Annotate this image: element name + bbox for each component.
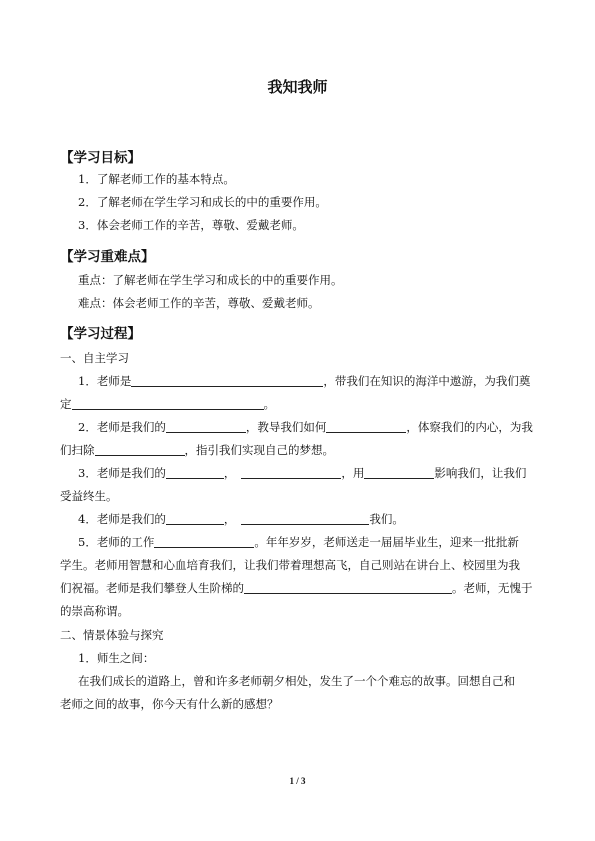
question-2-line-2 — [60, 443, 334, 457]
keypoint-difficulty: 难点：体会老师工作的辛苦，尊敬、爱戴老师。 — [78, 296, 320, 310]
question-text: 们扫除 — [60, 443, 95, 457]
part2-heading: 二、情景体验与探究 — [60, 628, 164, 642]
question-5-line-1 — [78, 535, 519, 549]
question-2-line-1 — [78, 420, 533, 434]
fill-blank[interactable] — [72, 398, 264, 410]
question-text: ，教导我们如何 — [245, 420, 327, 434]
fill-blank[interactable] — [95, 444, 185, 456]
question-text: 我们。 — [369, 512, 404, 526]
goal-item: 1．了解老师工作的基本特点。 — [78, 172, 235, 186]
fill-blank[interactable] — [166, 467, 224, 479]
page-number: 1 / 3 — [289, 776, 306, 786]
question-text: 2．老师是我们的 — [78, 420, 166, 434]
question-text: 们祝福。老师是我们攀登人生阶梯的 — [60, 581, 244, 595]
page-title: 我知我师 — [267, 78, 328, 96]
question-text: 5．老师的工作 — [78, 535, 155, 549]
question-text: 。 — [263, 397, 275, 411]
fill-blank[interactable] — [241, 513, 369, 525]
question-text: ， — [223, 466, 236, 480]
question-text: ，体察我们的内心，为我 — [406, 420, 533, 434]
question-text: 3．老师是我们的 — [78, 466, 166, 480]
fill-blank[interactable] — [166, 513, 224, 525]
part1-heading: 一、自主学习 — [60, 351, 129, 365]
question-text: 4．老师是我们的 — [78, 512, 166, 526]
question-text: ，指引我们实现自己的梦想。 — [184, 443, 334, 457]
question-text: ，带我们在知识的海洋中遨游，为我们奠 — [323, 374, 531, 388]
goal-item: 2．了解老师在学生学习和成长的中的重要作用。 — [78, 195, 327, 209]
fill-blank[interactable] — [326, 421, 406, 433]
question-5-line-3 — [60, 581, 533, 595]
question-3-line-2: 受益终生。 — [60, 489, 118, 503]
question-3-line-1 — [78, 466, 526, 480]
section-heading-process: 【学习过程】 — [60, 326, 141, 342]
question-text: 1．老师是 — [78, 374, 132, 388]
question-1-line-2 — [60, 397, 275, 411]
fill-blank[interactable] — [364, 467, 434, 479]
part2-paragraph-line-2: 老师之间的故事，你今天有什么新的感想？ — [60, 697, 279, 711]
fill-blank[interactable] — [166, 421, 246, 433]
part2-paragraph-line-1: 在我们成长的道路上，曾和许多老师朝夕相处，发生了一个个难忘的故事。回想自己和 — [78, 674, 515, 688]
part2-subheading: 1．师生之间： — [78, 651, 155, 665]
fill-blank[interactable] — [154, 536, 254, 548]
question-4-line-1 — [78, 512, 404, 526]
question-5-line-4: 的崇高称谓。 — [60, 604, 129, 618]
question-text: 定 — [60, 397, 72, 411]
question-5-line-2: 学生。老师用智慧和心血培育我们，让我们带着理想高飞，自己则站在讲台上、校园里为我 — [60, 558, 520, 572]
fill-blank[interactable] — [131, 375, 323, 387]
question-text: 。老师，无愧于 — [452, 581, 533, 595]
keypoint-focus: 重点：了解老师在学生学习和成长的中的重要作用。 — [78, 273, 343, 287]
goal-item: 3．体会老师工作的辛苦，尊敬、爱戴老师。 — [78, 218, 304, 232]
section-heading-keypoints: 【学习重难点】 — [60, 249, 155, 265]
question-1-line-1 — [78, 374, 530, 388]
question-text: 影响我们，让我们 — [434, 466, 527, 480]
fill-blank[interactable] — [244, 582, 452, 594]
section-heading-goals: 【学习目标】 — [60, 150, 141, 166]
question-text: 。年年岁岁，老师送走一届届毕业生，迎来一批批新 — [254, 535, 519, 549]
question-text: ， — [223, 512, 236, 526]
question-text: ，用 — [341, 466, 365, 480]
fill-blank[interactable] — [241, 467, 341, 479]
